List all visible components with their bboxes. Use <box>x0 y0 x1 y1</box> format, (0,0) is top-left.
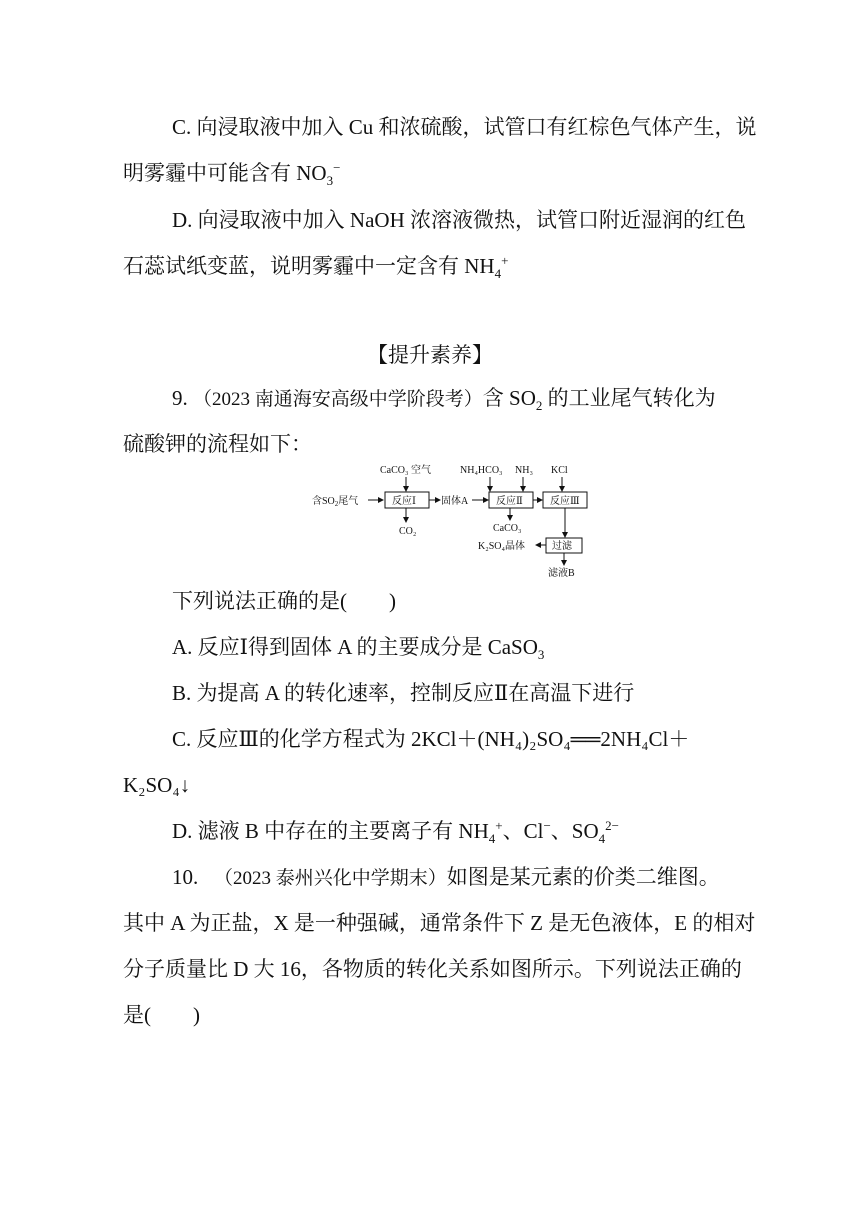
q9-option-c-line2: K₂SO₄↓ <box>123 773 191 797</box>
flow-reactor1: 反应Ⅰ <box>392 496 416 507</box>
flow-by1: CO₂ <box>399 526 417 537</box>
flow-diagram <box>310 460 600 582</box>
q10-source: （2023 泰州兴化中学期末） <box>214 868 447 889</box>
q10-stem-line3: 分子质量比 D 大 16，各物质的转化关系如图所示。下列说法正确的 <box>123 957 742 981</box>
section-heading: 【提升素养】 <box>367 343 493 367</box>
flow-reactor3: 反应Ⅲ <box>550 496 580 507</box>
flow-reagent1: CaCO₃ 空气 <box>380 465 431 476</box>
flow-filtrate: 滤液B <box>548 568 575 579</box>
option-d-prev-line2: 石蕊试纸变蓝，说明雾霾中一定含有 $NH_4^+$ <box>123 253 509 282</box>
flow-reagent3: KCl <box>551 465 568 476</box>
q10-stem-line1: 10. （2023 泰州兴化中学期末）如图是某元素的价类二维图。 <box>172 865 720 889</box>
q9-stem-line1: 9. （2023 南通海安高级中学阶段考）含 $SO_2$ 的工业尾气转化为 <box>172 386 716 414</box>
q9-option-d: D. 滤液 B 中存在的主要离子有 $NH_4^+$、Cl−、$SO_4^{2-}$ <box>172 818 619 847</box>
q9-option-b: B. 为提高 A 的转化速率，控制反应Ⅱ在高温下进行 <box>172 681 635 705</box>
q9-number: 9. <box>172 386 188 410</box>
q10-number: 10. <box>172 865 199 889</box>
option-c-prev-line2: 明雾霾中可能含有 $NO_3^-$ <box>123 160 341 189</box>
q9-option-c-line1: C. 反应Ⅲ的化学方程式为 2KCl＋(NH₄)₂SO₄══2NH₄Cl＋ <box>172 727 690 751</box>
q10-stem-line2: 其中 A 为正盐，X 是一种强碱，通常条件下 Z 是无色液体，E 的相对 <box>123 911 756 935</box>
flow-product: K₂SO₄晶体 <box>478 541 525 552</box>
option-c-prev-line1: C. 向浸取液中加入 Cu 和浓硫酸，试管口有红棕色气体产生，说 <box>172 115 757 139</box>
q9-source: （2023 南通海安高级中学阶段考） <box>193 389 483 410</box>
flow-reagent2b: NH₃ <box>515 465 533 476</box>
flow-by2: CaCO₃ <box>493 523 522 534</box>
flow-mid: 固体A <box>441 496 469 507</box>
q9-prompt: 下列说法正确的是( ) <box>172 589 396 613</box>
q9-option-a: A. 反应Ⅰ得到固体 A 的主要成分是 CaSO$_3$ <box>172 635 545 663</box>
option-d-prev-line1: D. 向浸取液中加入 NaOH 浓溶液微热，试管口附近湿润的红色 <box>172 208 746 232</box>
q9-stem-line2: 硫酸钾的流程如下： <box>123 432 312 456</box>
flow-filter: 过滤 <box>552 541 572 552</box>
flow-input-label: 含$SO_2$尾气 <box>312 496 359 508</box>
flow-reactor2: 反应Ⅱ <box>496 496 523 507</box>
flow-reagent2a: NH₄HCO₃ <box>460 465 503 476</box>
q10-stem-line4: 是( ) <box>123 1003 200 1027</box>
